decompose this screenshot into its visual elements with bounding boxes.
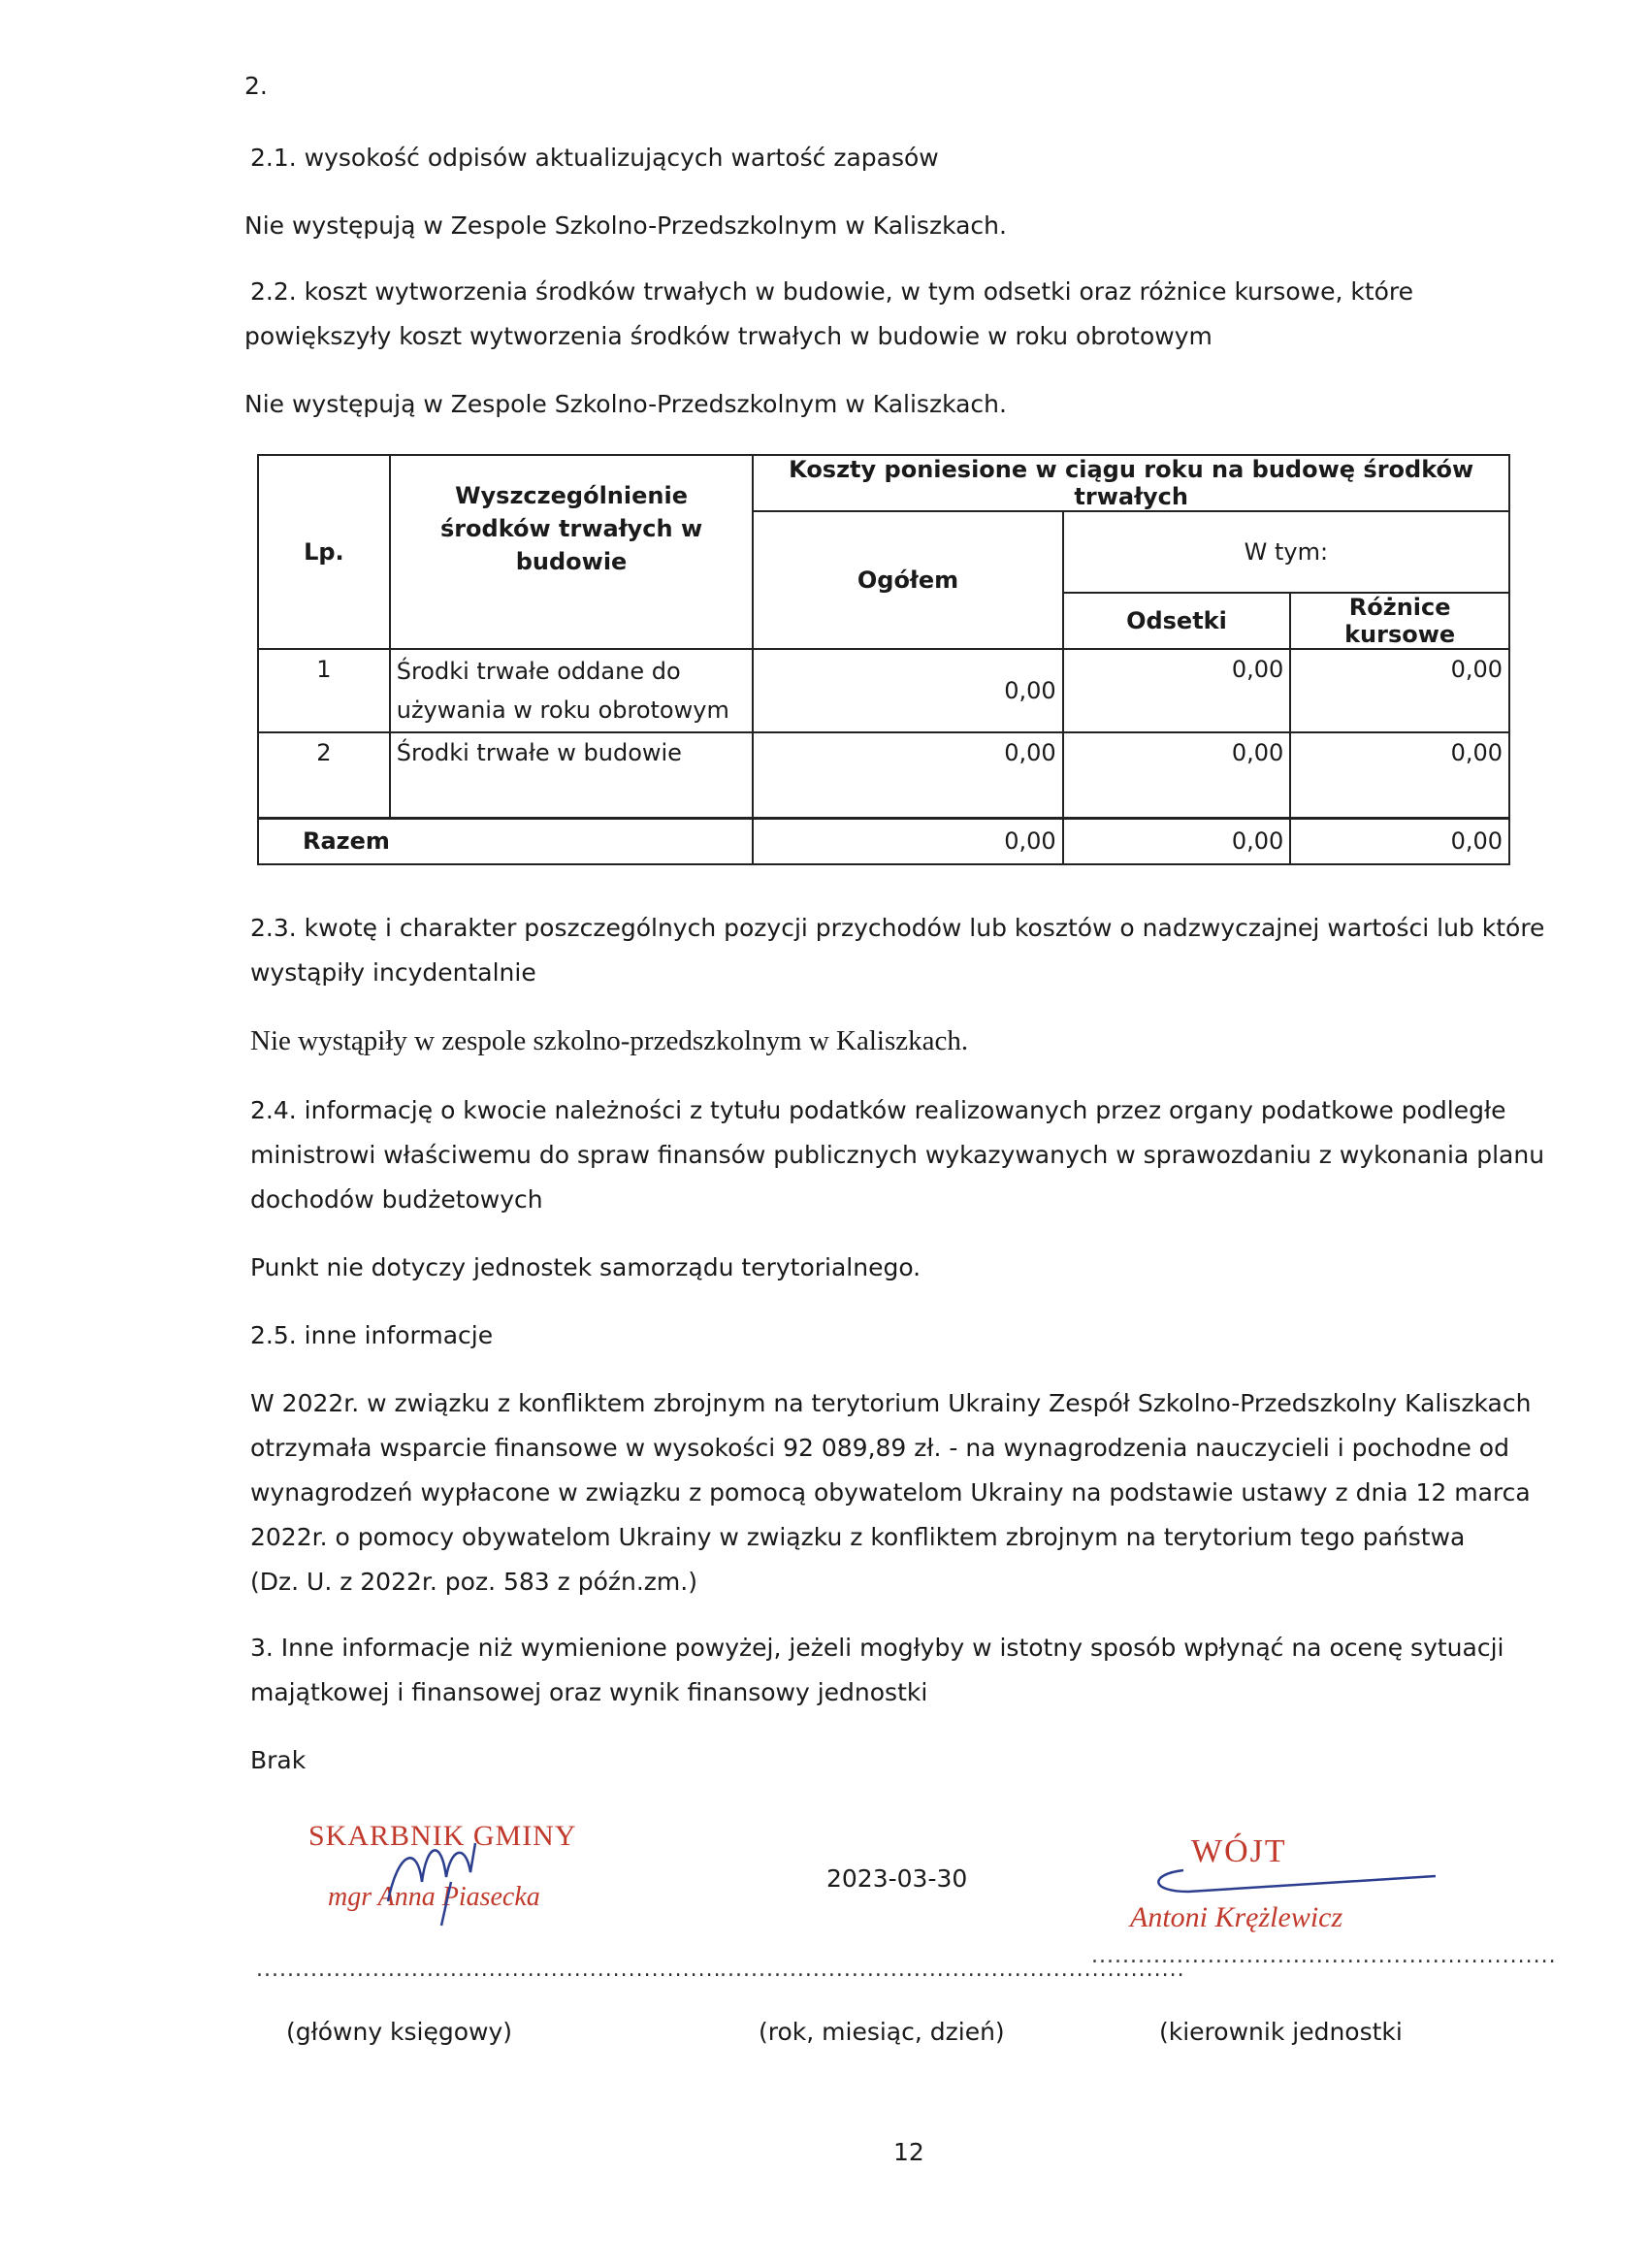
s24-answer: Punkt nie dotyczy jednostek samorządu terytorialnego. <box>250 1253 922 1281</box>
date-caption: (rok, miesiąc, dzień) <box>759 2018 1005 2046</box>
date-value: 2023-03-30 <box>826 1864 968 1893</box>
sum-total: 0,00 <box>753 818 1062 864</box>
row-total: 0,00 <box>753 649 1062 732</box>
sum-label: Razem <box>258 818 753 864</box>
row-lp: 2 <box>258 732 390 818</box>
costs-table <box>257 454 1510 865</box>
s25-heading: 2.5. inne informacje <box>250 1321 494 1349</box>
s22-heading-line1: 2.2. koszt wytworzenia środków trwałych w budowie, w tym odsetki oraz różnice kursowe, które <box>250 277 1414 306</box>
s25-line4: 2022r. o pomocy obywatelom Ukrainy w związku z konfliktem zbrojnym na terytorium tego państwa <box>250 1523 1466 1551</box>
s25-line1: W 2022r. w związku z konfliktem zbrojnym na terytorium Ukrainy Zespół Szkolno-Przedszkolny Kaliszkach <box>250 1389 1532 1417</box>
s23-heading-line2: wystąpiły incydentalnie <box>250 958 536 987</box>
s22-answer: Nie występują w Zespole Szkolno-Przedszkolnym w Kaliszkach. <box>244 390 1007 418</box>
col-costs-header: Koszty poniesione w ciągu roku na budowę środków trwałych <box>753 455 1509 511</box>
s21-answer: Nie występują w Zespole Szkolno-Przedszkolnym w Kaliszkach. <box>244 211 1007 240</box>
table-row <box>258 649 1509 732</box>
s25-line2: otrzymała wsparcie finansowe w wysokości 92 089,89 zł. - na wynagrodzenia nauczycieli i pochodne od <box>250 1434 1509 1462</box>
row-name: Środki trwałe w budowie <box>390 732 754 818</box>
row-interest: 0,00 <box>1063 732 1291 818</box>
treasurer-signature <box>369 1824 504 1930</box>
row-lp: 1 <box>258 649 390 732</box>
s23-heading-line1: 2.3. kwotę i charakter poszczególnych pozycji przychodów lub kosztów o nadzwyczajnej wartości lub które <box>250 914 1545 942</box>
section-number: 2. <box>244 72 268 100</box>
s3-answer: Brak <box>250 1746 307 1774</box>
col-fx-header: Różnice kursowe <box>1290 593 1509 649</box>
s23-answer: Nie wystąpiły w zespole szkolno-przedszkolnym w Kaliszkach. <box>250 1025 969 1056</box>
row-fx: 0,00 <box>1290 649 1509 732</box>
s22-heading-line2: powiększyły koszt wytworzenia środków trwałych w budowie w roku obrotowym <box>244 322 1212 350</box>
sum-fx: 0,00 <box>1290 818 1509 864</box>
row-name: Środki trwałe oddane do używania w roku obrotowym <box>390 649 754 732</box>
mayor-name-stamp: Antoni Krężlewicz <box>1130 1901 1343 1933</box>
row-fx: 0,00 <box>1290 732 1509 818</box>
page-number: 12 <box>893 2138 924 2166</box>
row-total: 0,00 <box>753 732 1062 818</box>
s24-heading-line1: 2.4. informację o kwocie należności z tytułu podatków realizowanych przez organy podatkowe podległe <box>250 1096 1506 1124</box>
mayor-stamp: WÓJT <box>1191 1833 1287 1869</box>
date-line: ............................................................ <box>720 1958 1185 1982</box>
s3-heading-line2: majątkowej i finansowej oraz wynik finansowy jednostki <box>250 1678 928 1706</box>
sum-interest: 0,00 <box>1063 818 1291 864</box>
s24-heading-line2: ministrowi właściwemu do spraw finansów publicznych wykazywanych w sprawozdaniu z wykonania planu <box>250 1141 1545 1169</box>
s24-heading-line3: dochodów budżetowych <box>250 1185 543 1214</box>
row-interest: 0,00 <box>1063 649 1291 732</box>
treasurer-signature-line: ............................................................ <box>256 1958 722 1982</box>
col-total-header: Ogółem <box>753 511 1062 649</box>
mayor-signature-line: ............................................................ <box>1091 1944 1557 1968</box>
table-row <box>258 732 1509 818</box>
treasurer-name-stamp: mgr Anna Piasecka <box>328 1882 540 1912</box>
s21-heading: 2.1. wysokość odpisów aktualizujących wartość zapasów <box>250 144 939 172</box>
treasurer-caption: (główny księgowy) <box>286 2018 513 2046</box>
col-lp-header: Lp. <box>258 455 390 649</box>
s3-heading-line1: 3. Inne informacje niż wymienione powyżej, jeżeli mogłyby w istotny sposób wpłynąć na ocenę sytuacji <box>250 1634 1504 1662</box>
col-including-header: W tym: <box>1063 511 1509 593</box>
mayor-caption: (kierownik jednostki <box>1159 2018 1403 2046</box>
mayor-signature <box>1145 1863 1445 1901</box>
treasurer-stamp: SKARBNIK GMINY <box>308 1820 577 1852</box>
col-name-header: Wyszczególnienie środków trwałych w budowie <box>390 455 754 649</box>
col-interest-header: Odsetki <box>1063 593 1291 649</box>
s25-line3: wynagrodzeń wypłacone w związku z pomocą obywatelom Ukrainy na podstawie ustawy z dnia 12 marca <box>250 1478 1531 1507</box>
s25-line5: (Dz. U. z 2022r. poz. 583 z późn.zm.) <box>250 1568 697 1596</box>
table-sum-row <box>258 818 1509 864</box>
